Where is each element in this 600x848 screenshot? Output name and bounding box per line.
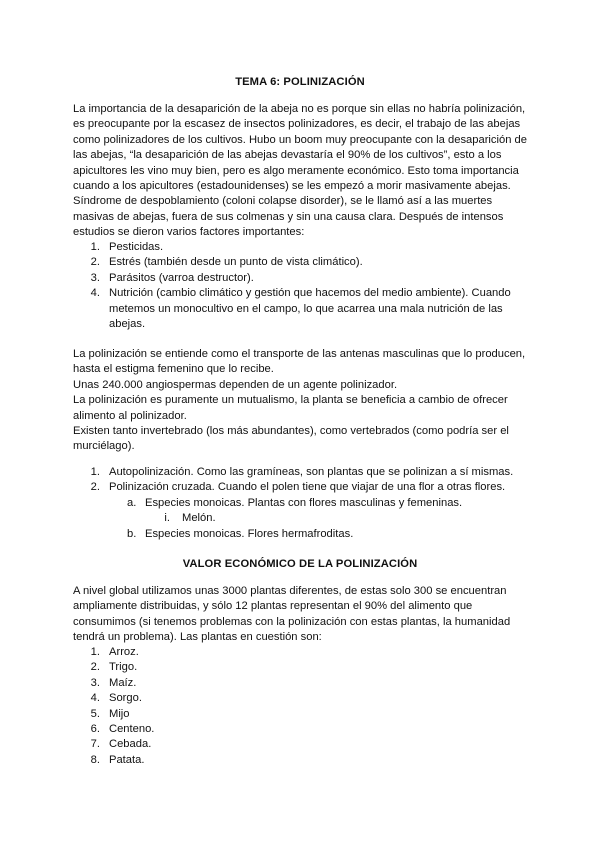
- list-item: [90, 691, 390, 706]
- list-item-text: Arroz.: [109, 646, 139, 658]
- text-line: ampliamente distribuidas, y sólo 12 plantas representan el 90% del alimento que: [73, 600, 473, 613]
- list-roman: i.: [164, 512, 170, 525]
- text-line: La polinización es puramente un mutualismo, la planta se beneficia a cambio de ofrecer: [73, 394, 508, 407]
- list-number: 2.: [90, 661, 100, 674]
- sub-list-item: [90, 496, 550, 511]
- list-number: 3.: [90, 271, 100, 284]
- economic-paragraph: [73, 584, 533, 646]
- list-number: 7.: [90, 738, 100, 751]
- intro-paragraph: [73, 102, 533, 241]
- text-line: hasta el estigma femenino que lo recibe.: [73, 363, 274, 376]
- text-line: apicultores les vino muy bien, pero es algo meramente económico. Esto toma importancia: [73, 164, 519, 177]
- text-line: las abejas, “la desaparición de las abejas devastaría el 90% de los cultivos”, esto a los: [73, 149, 502, 162]
- list-item: [90, 645, 390, 660]
- text-line: como polinizadores de los cultivos. Hubo un boom muy preocupante con la desaparición de: [73, 133, 527, 146]
- list-number: 2.: [90, 481, 100, 494]
- list-item-text: Autopolinización. Como las gramíneas, son plantas que se polinizan a sí mismas.: [109, 466, 514, 478]
- list-item-text: Maíz.: [109, 676, 137, 689]
- list-item-text: Centeno.: [109, 723, 155, 736]
- list-number: 1.: [90, 241, 100, 253]
- text-line: A nivel global utilizamos unas 3000 plantas diferentes, de estas solo 300 se encuentran: [73, 585, 507, 597]
- list-item-text: Parásitos (varroa destructor).: [109, 271, 254, 284]
- list-number: 6.: [90, 723, 100, 736]
- text-line: consumimos (si tenemos problemas con la polinización con estas plantas, la humanidad: [73, 615, 511, 628]
- list-number: 5.: [90, 707, 100, 720]
- list-item: [90, 480, 550, 495]
- list-item: [90, 255, 540, 270]
- list-item: [90, 286, 540, 332]
- list-item-text: Nutrición (cambio climático y gestión que hacemos del medio ambiente). Cuando: [109, 287, 511, 300]
- list-item: [90, 707, 390, 722]
- text-line: cuando a los apicultores (estadounidenses) se les empezó a morir masivamente abejas.: [73, 180, 511, 193]
- text-line: Unas 240.000 angiospermas dependen de un agente polinizador.: [73, 378, 398, 391]
- list-number: 2.: [90, 256, 100, 269]
- list-item-text: Estrés (también desde un punto de vista climático).: [109, 256, 363, 269]
- list-item-text: abejas.: [109, 318, 146, 331]
- text-line: Existen tanto invertebrado (los más abundantes), como vertebrados (como podría ser el: [73, 425, 509, 438]
- list-item: [90, 271, 540, 286]
- list-item-text: Cebada.: [109, 738, 152, 751]
- text-line: Síndrome de despoblamiento (coloni colapse disorder), se le llamó así a las muertes: [73, 195, 493, 208]
- list-number: 1.: [90, 466, 100, 478]
- list-item: [90, 465, 550, 480]
- list-number: 4.: [90, 287, 100, 300]
- sub-list-item: [90, 527, 550, 542]
- list-number: 3.: [90, 676, 100, 689]
- list-item-text: Pesticidas.: [109, 241, 164, 253]
- text-line: La polinización se entiende como el transporte de las antenas masculinas que lo producen,: [73, 348, 526, 360]
- list-item: [90, 722, 390, 737]
- list-letter: a.: [127, 496, 137, 509]
- list-item-text: metemos un monocultivo en el campo, lo que acarrea una mala nutrición de las: [109, 302, 503, 315]
- text-line: La importancia de la desaparición de la abeja no es porque sin ellas no habría polinización,: [73, 103, 526, 115]
- pollination-types-list: [90, 465, 550, 542]
- text-line: alimento al polinizador.: [73, 409, 187, 422]
- list-item: [90, 240, 540, 255]
- list-item-text: Polinización cruzada. Cuando el polen tiene que viajar de una flor a otras flores.: [109, 481, 506, 494]
- text-line: tendrá un problema). Las plantas en cuestión son:: [73, 631, 322, 644]
- list-item: [90, 660, 390, 675]
- sub-sub-list-item: [90, 511, 550, 526]
- text-line: estudios se dieron varios factores importantes:: [73, 226, 305, 239]
- list-item-text: Trigo.: [109, 661, 138, 674]
- list-letter: b.: [127, 527, 137, 540]
- text-line: masivas de abejas, fuera de sus colmenas y sin una causa clara. Después de intensos: [73, 210, 504, 223]
- list-number: 8.: [90, 753, 100, 766]
- list-item-text: Especies monoicas. Plantas con flores masculinas y femeninas.: [145, 496, 463, 509]
- list-item: [90, 737, 390, 752]
- list-item-text: Patata.: [109, 753, 145, 766]
- list-item-text: Especies monoicas. Flores hermafroditas.: [145, 527, 354, 540]
- list-item-text: Mijo: [109, 707, 130, 720]
- text-line: murciélago).: [73, 440, 135, 453]
- list-item-text: Melón.: [182, 512, 216, 525]
- text-line: es preocupante por la escasez de insectos polinizadores, es decir, el trabajo de las abejas: [73, 118, 521, 131]
- list-number: 4.: [90, 692, 100, 705]
- section-title-tema-6: TEMA 6: POLINIZACIÓN: [235, 76, 365, 88]
- plants-list: [90, 645, 390, 768]
- list-item: [90, 753, 390, 768]
- list-item: [90, 676, 390, 691]
- definition-paragraph: [73, 347, 533, 455]
- list-number: 1.: [90, 646, 100, 658]
- section-title-valor-economico: VALOR ECONÓMICO DE LA POLINIZACIÓN: [182, 558, 418, 570]
- factors-list: [90, 240, 540, 332]
- list-item-text: Sorgo.: [109, 692, 142, 705]
